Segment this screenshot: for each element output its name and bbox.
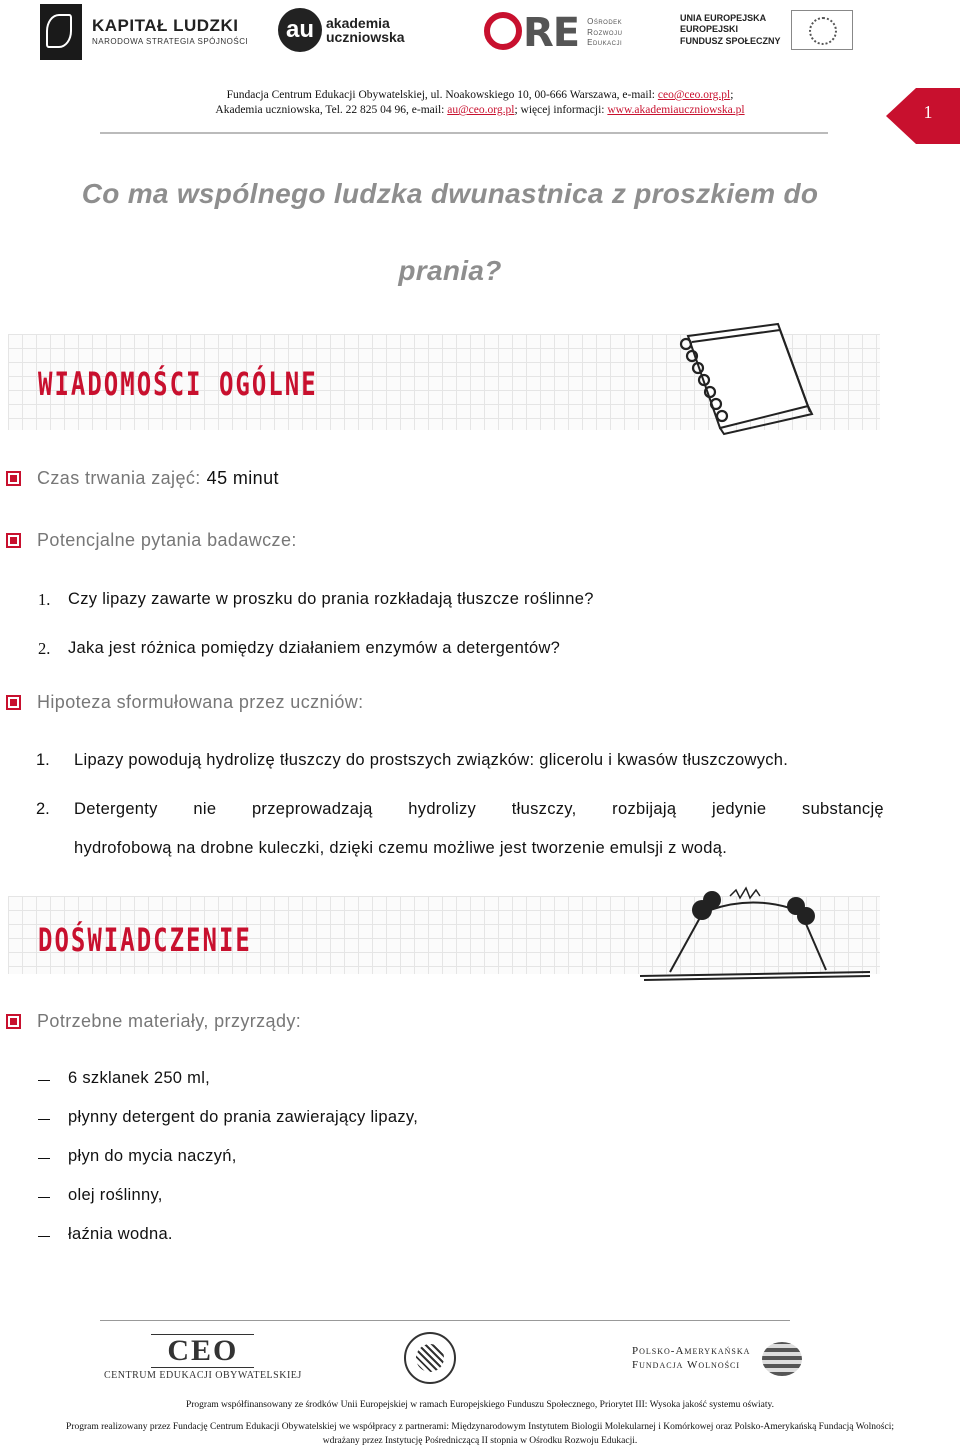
- hypothesis-word: tłuszczy,: [511, 800, 577, 818]
- dash-bullet-icon: [38, 1158, 50, 1159]
- ceo-text: CENTRUM EDUKACJI OBYWATELSKIEJ: [104, 1369, 302, 1381]
- materials-label: Potrzebne materiały, przyrządy:: [37, 1011, 302, 1031]
- footer-divider: [100, 1320, 790, 1321]
- pafw-logo: [632, 1342, 802, 1376]
- footer-line-3: wdrażany przez Instytucję Pośredniczącą II stopnia w Ośrodku Rozwoju Edukacji.: [322, 1436, 638, 1446]
- eu-line-3: FUNDUSZ SPOŁECZNY: [680, 35, 781, 46]
- dash-bullet-icon: [38, 1197, 50, 1198]
- bullet-square-icon: [6, 695, 21, 710]
- hypothesis-word: hydrolizy: [408, 800, 477, 818]
- hypothesis-word: Detergenty: [74, 800, 158, 818]
- hypothesis-text: Lipazy powodują hydrolizę tłuszczy do prostszych związków: glicerolu i kwasów tłuszczowych.: [74, 751, 789, 769]
- eu-line-1: UNIA EUROPEJSKA: [680, 13, 767, 24]
- ceo-logo: [104, 1334, 302, 1381]
- ceo-mark: CEO: [151, 1334, 254, 1368]
- hypothesis-word: przeprowadzają: [251, 800, 373, 818]
- ore-line-1: Ośrodek: [587, 16, 623, 26]
- ceo-email-link[interactable]: ceo@ceo.org.pl: [657, 89, 731, 101]
- document-title-line-2: prania?: [398, 255, 502, 286]
- akademia-uczniowska-logo: [278, 8, 405, 52]
- eu-logo: [680, 10, 853, 50]
- hypothesis-label: Hipoteza sformułowana przez uczniów:: [37, 692, 364, 712]
- address-line-1: [0, 89, 960, 101]
- hypothesis-header: [6, 692, 364, 713]
- au-email-link[interactable]: au@ceo.org.pl: [447, 104, 515, 116]
- material-item: olej roślinny,: [68, 1186, 163, 1204]
- pafw-line-2: Fundacja Wolności: [632, 1359, 741, 1371]
- kapital-ludzki-emblem-icon: [40, 4, 82, 60]
- eu-flag-icon: [791, 10, 853, 50]
- pafw-line-1: Polsko-Amerykańska: [632, 1345, 751, 1358]
- kapital-ludzki-subtitle: NARODOWA STRATEGIA SPÓJNOŚCI: [92, 37, 249, 47]
- newtons-cradle-illustration-icon: [630, 876, 880, 986]
- header-divider: [100, 132, 828, 134]
- questions-label: Potencjalne pytania badawcze:: [37, 530, 297, 550]
- section-title-experiment: DOŚWIADCZENIE: [38, 921, 252, 959]
- au-line-1: akademia: [326, 15, 390, 31]
- page-number-tab: [886, 88, 960, 144]
- notebook-illustration-icon: [668, 316, 818, 436]
- section-title-general: WIADOMOŚCI OGÓLNE: [38, 365, 318, 403]
- address-line-2-mid: ; więcej informacji:: [514, 104, 608, 116]
- material-item: płynny detergent do prania zawierający lipazy,: [68, 1108, 419, 1126]
- page-number: 1: [923, 102, 933, 122]
- material-item: łaźnia wodna.: [68, 1225, 173, 1243]
- address-line-1-text: Fundacja Centrum Edukacji Obywatelskiej, ul. Noakowskiego 10, 00-666 Warszawa, e-mail:: [226, 89, 658, 101]
- materials-header: [6, 1011, 301, 1032]
- bullet-square-icon: [6, 1014, 21, 1029]
- question-text: Czy lipazy zawarte w proszku do prania rozkładają tłuszcze roślinne?: [68, 590, 594, 608]
- au-line-2: uczniowska: [326, 29, 405, 45]
- address-line-2-text: Akademia uczniowska, Tel. 22 825 04 96, e-mail:: [215, 104, 448, 116]
- dash-bullet-icon: [38, 1080, 50, 1081]
- website-link[interactable]: www.akademiauczniowska.pl: [607, 104, 745, 116]
- dash-bullet-icon: [38, 1236, 50, 1237]
- bullet-square-icon: [6, 471, 21, 486]
- hypothesis-word: nie: [193, 800, 217, 818]
- eu-line-2: EUROPEJSKI: [680, 24, 739, 35]
- duration-label: Czas trwania zajęć:: [37, 468, 201, 488]
- footer-line-1: Program współfinansowany ze środków Unii Europejskiej w ramach Europejskiego Funduszu Społecznego, Priorytet III: Wysoka jakość systemu oświaty.: [185, 1400, 775, 1410]
- question-text: Jaka jest różnica pomiędzy działaniem enzymów a detergentów?: [68, 639, 561, 657]
- ore-line-2: Rozwoju: [587, 27, 623, 37]
- address-line-2: [0, 104, 960, 116]
- hypothesis-word: jedynie: [711, 800, 767, 818]
- dash-bullet-icon: [38, 1119, 50, 1120]
- ore-logo: [484, 10, 622, 56]
- logo-bar: [0, 0, 960, 62]
- material-item: płyn do mycia naczyń,: [68, 1147, 237, 1165]
- questions-header: [6, 530, 297, 551]
- document-title-line-1: Co ma wspólnego ludzka dwunastnica z proszkiem do: [81, 178, 819, 209]
- iimcb-seal-icon: [404, 1332, 456, 1384]
- bullet-square-icon: [6, 533, 21, 548]
- hypothesis-text-line-1: [74, 800, 884, 819]
- footer-line-2: Program realizowany przez Fundację Centrum Edukacji Obywatelskiej we współpracy z partnerami: Międzynarodowym Instytutem Biologii Molekularnej i Komórkowej oraz Polsko-Amerykańską Fundacją Wolności;: [66, 1422, 894, 1432]
- duration-value: 45 minut: [206, 468, 279, 488]
- address-line-1-end: ;: [730, 89, 734, 101]
- duration-row: [6, 468, 279, 489]
- question-number: 2.: [38, 639, 51, 658]
- kapital-ludzki-title: KAPITAŁ LUDZKI: [92, 16, 239, 36]
- kapital-ludzki-logo: [40, 4, 248, 60]
- question-number: 1.: [38, 590, 51, 609]
- ore-line-3: Edukacji: [587, 38, 623, 48]
- hypothesis-word: rozbijają: [612, 800, 677, 818]
- ore-letters: RE: [523, 10, 580, 56]
- au-mark-icon: au: [278, 8, 322, 52]
- hypothesis-number: 2.: [36, 800, 50, 818]
- hypothesis-text-line-2: hydrofobową na drobne kuleczki, dzięki czemu możliwe jest tworzenie emulsji z wodą.: [74, 839, 728, 857]
- ore-ring-icon: [484, 12, 522, 50]
- ore-mark: [484, 10, 579, 56]
- hypothesis-number: 1.: [36, 751, 50, 769]
- material-item: 6 szklanek 250 ml,: [68, 1069, 211, 1087]
- hypothesis-word: substancję: [802, 800, 884, 818]
- pafw-flag-icon: [762, 1342, 802, 1376]
